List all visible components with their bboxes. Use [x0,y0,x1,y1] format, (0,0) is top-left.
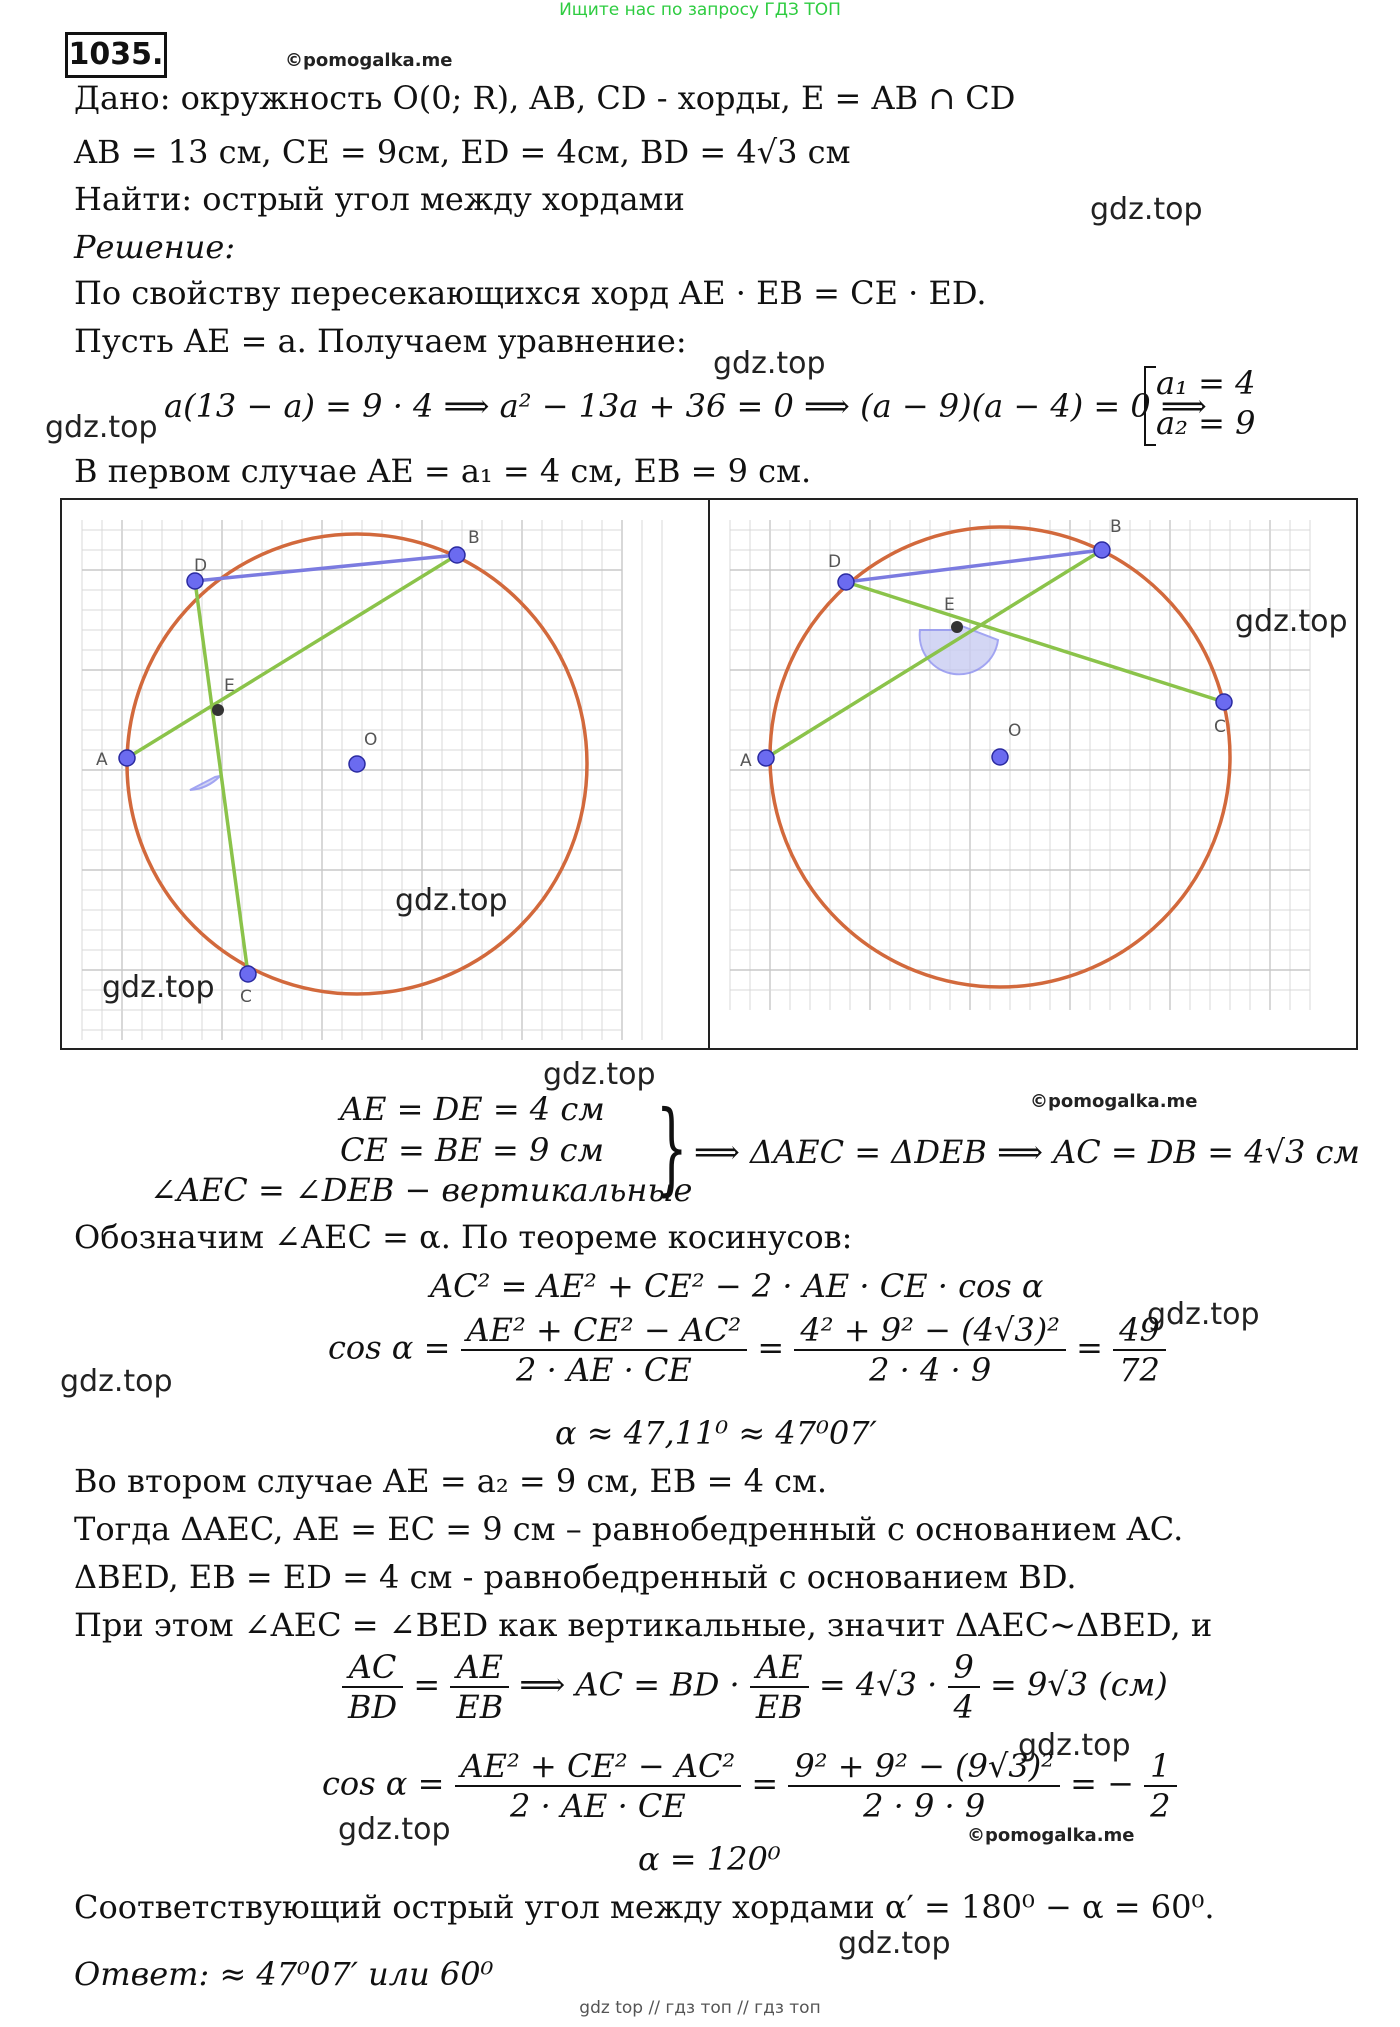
copyright-watermark-3: ©pomogalka.me [967,1825,1135,1846]
gdz-watermark-3: gdz.top [45,410,158,445]
figure-1-point-c[interactable] [240,966,256,982]
given-line-2: AB = 13 см, CE = 9см, ED = 4см, BD = 4√3 см [74,133,851,171]
ratio-expression [342,1648,1168,1726]
ratio-num-4: 9 [948,1648,980,1688]
ratio-den-4: 4 [953,1688,974,1726]
figure-1-drawing [62,500,710,1048]
cos1-eq-1: = [757,1328,785,1367]
figure-2-label-d: D [828,552,842,572]
acute-angle-line: Соответствующий острый угол между хордами α′ = 180⁰ − α = 60⁰. [74,1888,1215,1926]
ratio-num-2: AE [450,1648,509,1688]
cos2-den-3: 2 [1150,1787,1171,1825]
figure-2-label-a: A [740,751,752,771]
figure-2-chord-bd [846,550,1102,582]
figure-1-label-a: A [96,750,108,770]
copyright-watermark: ©pomogalka.me [285,50,453,71]
system-brace: } [655,1089,688,1206]
cos1-frac-1 [461,1311,748,1389]
roots-bracket [1144,366,1156,446]
cos2-eq-2: = − [1070,1764,1134,1803]
find-line: Найти: острый угол между хордами [74,180,685,218]
cos1-den-1: 2 · AE · CE [516,1351,692,1389]
system-result: ⟹ ΔAEC = ΔDEB ⟹ AC = DB = 4√3 см [694,1133,1360,1171]
cos1-den-3: 72 [1119,1351,1160,1389]
gdz-watermark-fig1b: gdz.top [102,970,215,1005]
figure-1-label-d: D [194,556,208,576]
root-2: a₂ = 9 [1156,404,1256,442]
figure-2-label-c: C [1214,717,1226,737]
copyright-watermark-2: ©pomogalka.me [1030,1091,1198,1112]
isosceles-2: ΔBED, EB = ED = 4 см - равнобедренный с основанием BD. [74,1558,1077,1596]
gdz-watermark-8: gdz.top [338,1812,451,1847]
gdz-watermark-9: gdz.top [838,1926,951,1961]
figure-1-point-o[interactable] [349,756,365,772]
given-line-1: Дано: окружность O(0; R), AB, CD - хорды, E = AB ∩ CD [74,79,1016,117]
figure-1-grid [82,520,662,1040]
ratio-den-2: EB [456,1688,504,1726]
let-line: Пусть AE = a. Получаем уравнение: [74,322,687,360]
gdz-watermark-7: gdz.top [1018,1728,1131,1763]
gdz-watermark-6: gdz.top [60,1364,173,1399]
figure-2-point-d[interactable] [838,574,854,590]
case-2-line: Во втором случае AE = a₂ = 9 см, EB = 4 см. [74,1462,828,1500]
cos2-eq-1: = [751,1764,779,1803]
figure-2-label-b: B [1110,517,1122,537]
ratio-eq-2: = 4√3 · [818,1665,938,1704]
ratio-num-3: AE [750,1648,809,1688]
root-1: a₁ = 4 [1156,364,1256,402]
cos1-den-2: 2 · 4 · 9 [869,1351,992,1389]
cos2-num-3: 1 [1144,1747,1176,1787]
gdz-watermark-1: gdz.top [1090,192,1203,227]
cos2-frac-3 [1144,1747,1176,1825]
figure-2-drawing [710,500,1356,1048]
top-notice[interactable]: Ищите нас по запросу ГДЗ ТОП [559,0,841,20]
denote-line: Обозначим ∠AEC = α. По теореме косинусов: [74,1218,853,1256]
cos1-num-2: 4² + 9² − (4√3)² [794,1311,1066,1351]
system-line-2 [140,1131,640,1169]
system-line-1 [140,1090,640,1128]
figure-2-chord-ab [766,550,1102,758]
figure-2-label-o: O [1008,721,1022,741]
gdz-watermark-5: gdz.top [1147,1297,1260,1332]
gdz-watermark-fig2: gdz.top [1235,604,1348,639]
cos1-num-1: AE² + CE² − AC² [461,1311,748,1351]
ratio-num-1: AC [342,1648,403,1688]
system-line-2-text: CE = BE = 9 см [340,1131,605,1169]
figure-2-point-b[interactable] [1094,542,1110,558]
footer-links[interactable]: gdz top // гдз топ // гдз топ [579,1998,821,2018]
figure-2-point-e[interactable] [951,621,963,633]
ratio-frac-3 [750,1648,809,1726]
cos1-frac-3 [1113,1311,1166,1389]
cos2-num-2: 9² + 9² − (9√3)² [788,1747,1060,1787]
cos1-num-3: 49 [1113,1311,1166,1351]
figure-1 [60,498,712,1050]
figure-2-point-o[interactable] [992,749,1008,765]
ratio-den-1: BD [348,1688,398,1726]
gdz-watermark-4: gdz.top [543,1057,656,1092]
figure-2-label-e: E [944,595,955,615]
ratio-frac-2 [450,1648,509,1726]
system-line-3: ∠AEC = ∠DEB − вертикальные [150,1171,693,1209]
cos2-num-1: AE² + CE² − AC² [455,1747,742,1787]
ratio-mid: ⟹ AC = BD · [519,1665,740,1704]
cos2-left: cos α = [322,1764,445,1803]
figure-2-point-a[interactable] [758,750,774,766]
figure-1-point-b[interactable] [449,547,465,563]
cos2-frac-1 [455,1747,742,1825]
ratio-frac-1 [342,1648,403,1726]
cos2-den-1: 2 · AE · CE [510,1787,686,1825]
figure-1-chord-ab [127,555,457,758]
figure-1-label-b: B [468,528,480,548]
problem-number: 1035. [65,32,167,78]
figure-1-label-e: E [224,676,235,696]
cos1-eq-2: = [1076,1328,1103,1367]
ratio-frac-4 [948,1648,980,1726]
cos2-frac-2 [788,1747,1060,1825]
figure-1-label-o: O [364,730,378,750]
ratio-den-3: EB [755,1688,803,1726]
gdz-watermark-fig1a: gdz.top [395,883,508,918]
alpha-1: α ≈ 47,11⁰ ≈ 47⁰07′ [555,1414,877,1452]
solution-label: Решение: [74,228,236,266]
figure-2-grid [730,520,1310,1010]
figure-1-angle-arc [190,776,220,790]
ratio-result: = 9√3 (см) [990,1665,1168,1704]
figure-1-label-c: C [240,987,252,1007]
figure-1-point-e[interactable] [212,704,224,716]
system-line-1-text: AE = DE = 4 см [340,1090,605,1128]
ratio-eq-1: = [413,1665,441,1704]
cos1-expression [328,1311,1166,1389]
cos1-frac-2 [794,1311,1066,1389]
case-1-line: В первом случае AE = a₁ = 4 см, EB = 9 см. [74,452,812,490]
figure-2-point-c[interactable] [1216,694,1232,710]
gdz-watermark-2: gdz.top [713,346,826,381]
cosine-law: AC² = AE² + CE² − 2 · AE · CE · cos α [430,1267,1044,1305]
cos2-den-2: 2 · 9 · 9 [863,1787,986,1825]
figure-2 [708,498,1358,1050]
similar-line: При этом ∠AEC = ∠BED как вертикальные, значит ΔAEC~ΔBED, и [74,1606,1213,1644]
answer-line: Ответ: ≈ 47⁰07′ или 60⁰ [74,1955,494,1993]
isosceles-1: Тогда ΔAEC, AE = EC = 9 см – равнобедренный с основанием AC. [74,1510,1184,1548]
alpha-2: α = 120⁰ [638,1840,781,1878]
chord-property: По свойству пересекающихся хорд AE · EB = CE · ED. [74,274,987,312]
figure-1-point-a[interactable] [119,750,135,766]
cos1-left: cos α = [328,1328,451,1367]
quadratic-equation: a(13 − a) = 9 · 4 ⟹ a² − 13a + 36 = 0 ⟹ (a − 9)(a − 4) = 0 ⟹ [164,387,1207,425]
